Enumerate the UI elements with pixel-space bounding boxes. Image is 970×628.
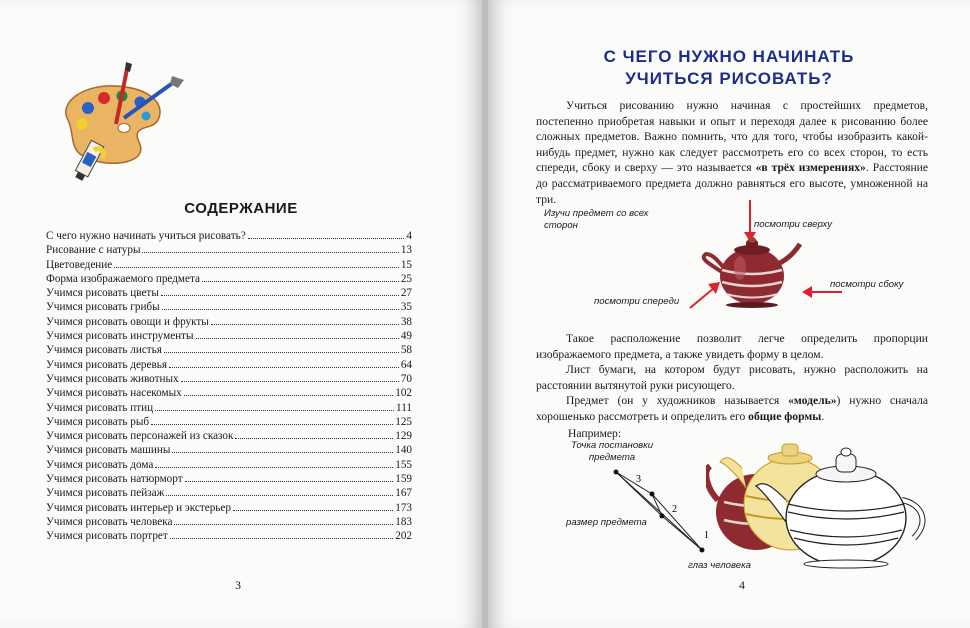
toc-leader-dots [164,352,399,353]
paragraph-model-text-b: ) нужно сначала хорошенько рассмотреть и определить его [536,394,929,423]
right-page [488,0,970,628]
toc-heading: СОДЕРЖАНИЕ [184,200,298,217]
toc-entry-page: 155 [395,458,412,471]
toc-entry-page: 125 [395,415,412,428]
toc-entry [46,300,412,314]
toc-entry [46,358,412,372]
toc-entry [46,472,412,486]
toc-entry [46,401,412,415]
toc-leader-dots [151,424,393,425]
toc-leader-dots [114,267,399,268]
toc-entry [46,386,412,400]
paragraph-model-text-c: . [821,409,825,423]
paragraph-intro-bold: «в трёх измерениях» [755,161,866,175]
paragraph-model-text-a: Предмет (он у художников называется [566,394,789,407]
toc-entry [46,315,412,329]
note-look-front: посмотри спереди [594,296,680,307]
toc-leader-dots [166,495,393,496]
chapter-title-line-2: УЧИТЬСЯ РИСОВАТЬ? [625,69,833,88]
toc-entry-title: Учимся рисовать персонажей из сказок [46,430,234,443]
toc-entry-title: Учимся рисовать листья [46,344,162,357]
toc-entry [46,372,412,386]
toc-entry-title: С чего нужно начинать учиться рисовать? [46,230,246,242]
toc-leader-dots [155,467,393,468]
toc-leader-dots [170,538,393,539]
toc-leader-dots [161,295,399,296]
chapter-title-line-1: С ЧЕГО НУЖНО НАЧИНАТЬ [603,47,855,66]
page-number-right: 4 [739,578,745,592]
toc-entry [46,229,412,243]
toc-leader-dots [202,281,399,282]
diagram-point-3 [650,492,655,497]
toc-leader-dots [184,395,394,396]
three-teapots-illustration [706,430,936,570]
toc-entry-page: 102 [395,387,412,400]
toc-entry-title: Учимся рисовать пейзаж [46,487,165,500]
toc-entry-page: 129 [395,430,412,443]
toc-entry-page: 140 [395,444,412,457]
toc-entry-title: Цветоведение [46,258,113,271]
toc-entry-page: 111 [396,401,412,414]
toc-entry-title: Учимся рисовать дома [46,458,154,471]
toc-leader-dots [211,324,399,325]
toc-entry [46,529,412,543]
toc-entry-page: 38 [400,315,412,328]
toc-entry-page: 27 [400,287,412,300]
paragraph-intro-text-b: . Расстояние до рассматриваемого предмета должно равняться его высоте, умноженной на три. [536,161,929,206]
diagram-label-3: 3 [636,474,641,485]
toc-entry [46,272,412,286]
diagram-label-1: 1 [704,530,709,541]
toc-entry-title: Рисование с натуры [46,244,141,257]
toc-entry-page: 183 [395,515,412,528]
toc-entry-title: Учимся рисовать рыб [46,415,150,428]
toc-entry-page: 202 [395,530,412,543]
table-of-contents [46,229,412,544]
toc-entry-page: 25 [400,272,412,285]
toc-entry [46,458,412,472]
toc-entry [46,515,412,529]
toc-leader-dots [185,481,394,482]
toc-entry [46,415,412,429]
note-placement-point: Точка постановки предмета [570,440,654,463]
toc-entry-page: 4 [406,230,412,242]
note-human-eye: глаз человека [688,560,752,571]
toc-leader-dots [162,309,399,310]
toc-entry-page: 49 [400,330,412,343]
toc-entry-title: Учимся рисовать портрет [46,530,168,543]
toc-leader-dots [181,381,399,382]
toc-leader-dots [248,238,405,239]
note-look-side: посмотри сбоку [830,279,904,290]
page-number-left: 3 [235,578,241,592]
paragraph-intro-text-a: Учиться рисованию нужно начиная с простейших предметов, постепенно приобретая навыки и опыт и переходя далее к рисованию более сложных предметов. Важно помнить, что для того, чтобы изобразить какой-нибудь предмет, нужно как следует рассмотреть его со всех сторон, то есть спереди, сбоку и сверху — это называется [536,99,928,175]
toc-entry-title: Учимся рисовать интерьер и экстерьер [46,501,231,514]
toc-entry-title: Учимся рисовать овощи и фрукты [46,315,209,328]
paragraph-model-bold-1: «модель» [788,394,837,407]
toc-leader-dots [174,524,393,525]
toc-entry [46,329,412,343]
toc-leader-dots [155,410,394,411]
toc-leader-dots [169,367,399,368]
chapter-title [488,46,970,90]
toc-entry-page: 159 [395,473,412,486]
note-object-size: размер предмета [566,517,647,528]
toc-entry-title: Учимся рисовать грибы [46,301,160,314]
sightline-diagram [606,464,722,560]
diagram-point-eye [700,548,705,553]
toc-entry-page: 64 [400,358,412,371]
paint-palette-illustration [54,62,190,186]
toc-leader-dots [142,252,398,253]
toc-entry [46,258,412,272]
toc-entry-title: Учимся рисовать человека [46,515,173,528]
toc-entry-page: 167 [395,487,412,500]
paragraph-proportions: Такое расположение позволит легче определить пропорции изображаемого предмета, а также увидеть форму в целом. [536,332,928,361]
arrow-front [688,280,722,310]
paragraph-model-bold-2: общие формы [748,409,822,423]
diagram-point-top [614,470,619,475]
toc-entry [46,486,412,500]
toc-leader-dots [233,510,393,511]
toc-entry-title: Учимся рисовать животных [46,372,179,385]
toc-leader-dots [235,438,393,439]
toc-entry [46,343,412,357]
toc-entry-title: Учимся рисовать машины [46,444,171,457]
example-label: Например: [568,427,622,440]
toc-leader-dots [196,338,399,339]
toc-entry-page: 35 [400,301,412,314]
paragraph-model [536,393,928,424]
left-page [0,0,482,628]
toc-entry [46,429,412,443]
toc-entry-page: 15 [400,258,412,271]
toc-entry [46,243,412,257]
diagram-label-2: 2 [672,504,677,515]
toc-entry-title: Учимся рисовать цветы [46,287,159,300]
paragraph-intro [536,98,928,207]
toc-entry-title: Учимся рисовать насекомых [46,387,182,400]
toc-entry-page: 13 [400,244,412,257]
toc-entry-title: Учимся рисовать птиц [46,401,154,414]
diagram-point-2 [660,514,665,519]
toc-entry [46,443,412,457]
toc-entry-title: Учимся рисовать деревья [46,358,168,371]
arrow-side [802,285,842,299]
note-look-top: посмотри сверху [754,219,833,230]
toc-entry-page: 58 [400,344,412,357]
toc-entry-title: Форма изображаемого предмета [46,272,200,285]
toc-entry-title: Учимся рисовать инструменты [46,330,194,343]
toc-entry-title: Учимся рисовать натюрморт [46,473,183,486]
toc-entry-page: 70 [400,372,412,385]
toc-leader-dots [172,452,393,453]
note-study-all-sides: Изучи предмет со всех сторон [544,208,649,231]
toc-entry-page: 173 [395,501,412,514]
toc-entry [46,501,412,515]
toc-entry [46,286,412,300]
paragraph-paper: Лист бумаги, на котором будут рисовать, нужно расположить на расстоянии вытянутой руки рисующего. [536,363,928,392]
